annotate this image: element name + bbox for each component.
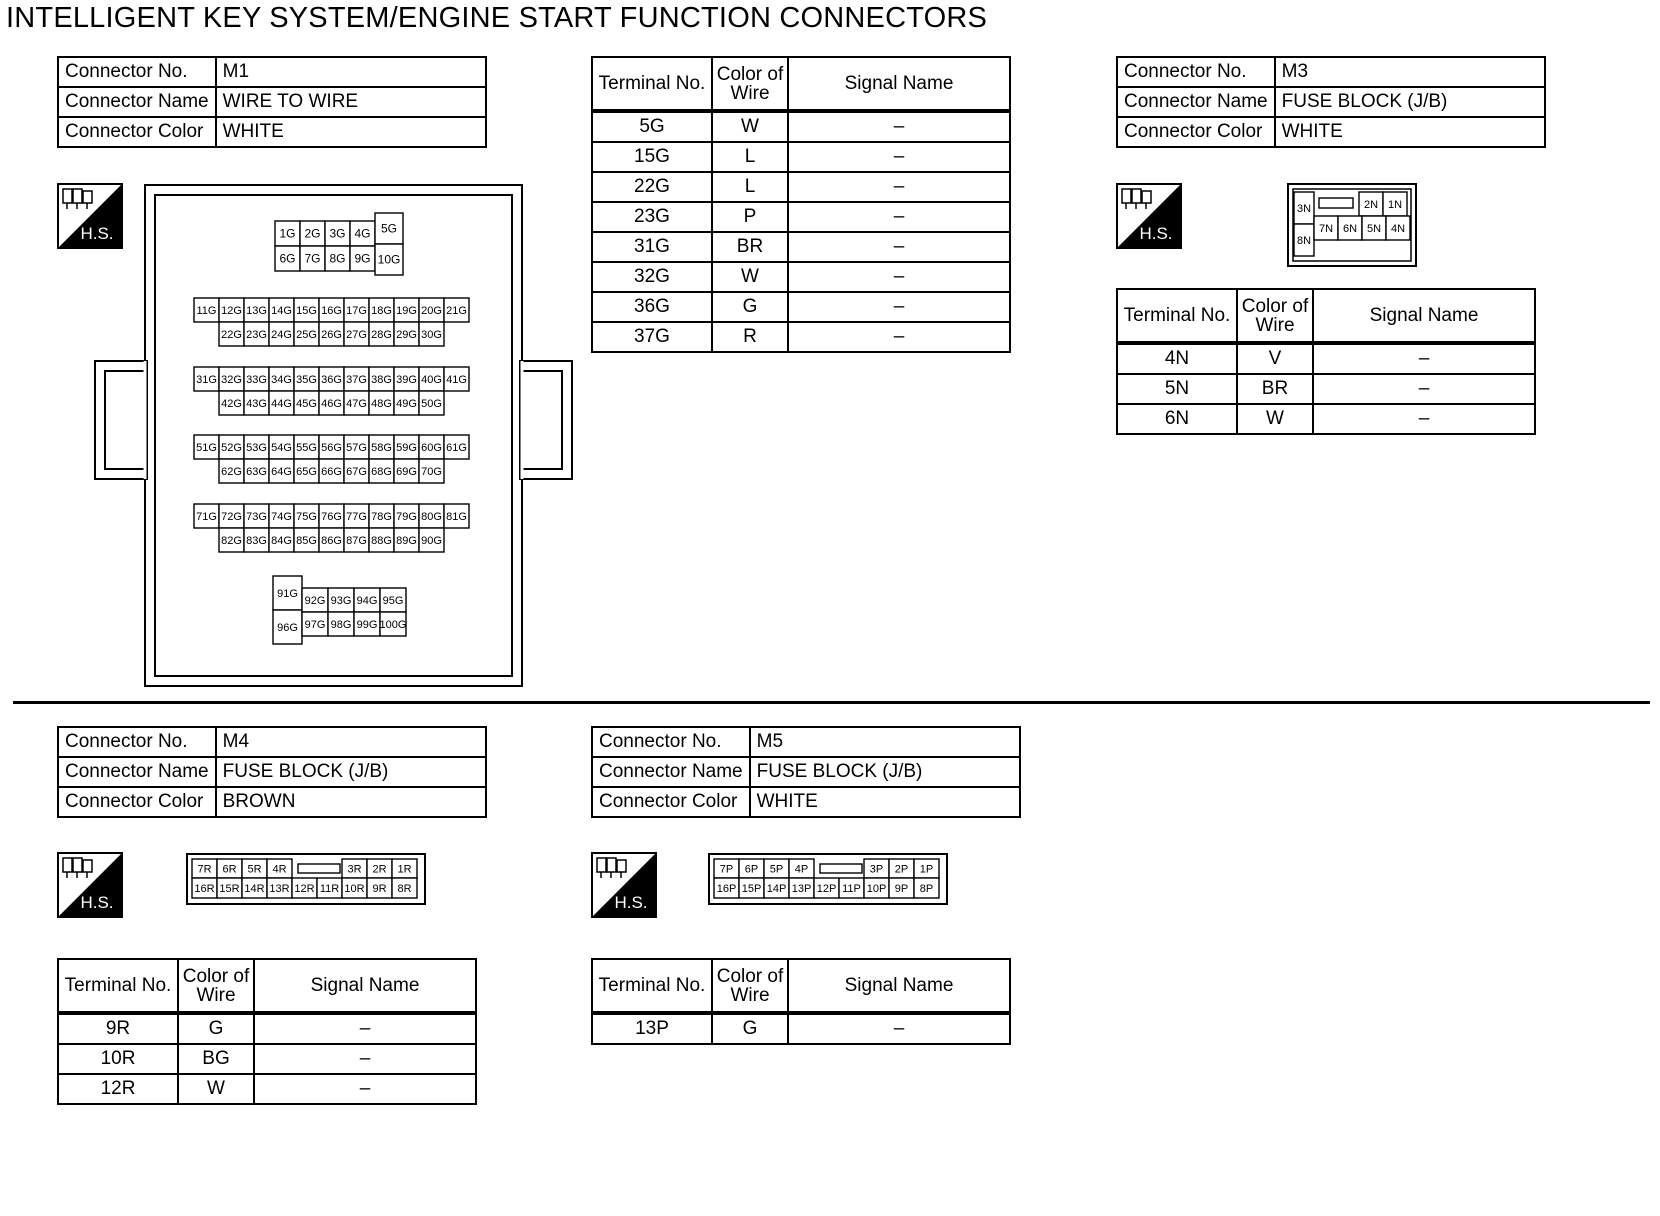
- color-of-label: Color of: [182, 965, 250, 987]
- connector-no-value: M4: [216, 727, 486, 757]
- terminal-no-cell: 9R: [58, 1013, 178, 1044]
- signal-name-cell: –: [1313, 374, 1535, 404]
- pin-label: 15P: [741, 883, 762, 895]
- harness-side-icon: [591, 852, 657, 918]
- pin-label: 95G: [382, 595, 404, 607]
- signal-name-cell: –: [254, 1074, 476, 1104]
- pin-label: 29G: [396, 329, 417, 341]
- connector-color-label: Connector Color: [58, 117, 216, 147]
- connector-key-slot: [820, 864, 862, 873]
- pin-label: 91G: [277, 588, 298, 600]
- pin-label: 5N: [1366, 223, 1382, 235]
- pin-label: 98G: [330, 619, 352, 631]
- connector-name-label: Connector Name: [58, 757, 216, 787]
- wire-color-cell: BR: [1237, 374, 1313, 404]
- pin-label: 38G: [371, 374, 392, 386]
- pin-label: 31G: [196, 374, 217, 386]
- pin-label: 8G: [329, 251, 346, 266]
- signal-name-header: Signal Name: [1313, 289, 1535, 343]
- pin-label: 87G: [346, 535, 367, 547]
- pin-label: 41G: [446, 374, 467, 386]
- terminal-row: [58, 1013, 476, 1044]
- hs-label: H.S.: [1139, 224, 1173, 243]
- pin-label: 19G: [396, 305, 417, 317]
- signal-name-cell: –: [254, 1013, 476, 1044]
- pin-label: 10P: [866, 883, 887, 895]
- pin-label: 44G: [271, 398, 292, 410]
- pin-label: 13P: [791, 883, 812, 895]
- terminal-row: [592, 111, 1010, 142]
- terminal-row: [592, 322, 1010, 352]
- terminal-row: [592, 142, 1010, 172]
- pin-label: 15R: [219, 883, 240, 895]
- pin-label: 11P: [842, 883, 861, 895]
- terminal-row: [592, 1013, 1010, 1044]
- pin-label: 92G: [304, 595, 326, 607]
- terminal-row: [1117, 404, 1535, 434]
- signal-name-header: Signal Name: [788, 57, 1010, 111]
- pin-label: 82G: [221, 535, 242, 547]
- wire-color-cell: G: [712, 1013, 788, 1044]
- pin-label: 10G: [377, 252, 401, 267]
- pin-label: 1G: [279, 226, 296, 241]
- signal-name-header: Signal Name: [254, 959, 476, 1013]
- pin-label: 30G: [421, 329, 442, 341]
- pin-label: 2P: [894, 863, 909, 876]
- connector-no-value: M3: [1275, 57, 1545, 87]
- page-title: INTELLIGENT KEY SYSTEM/ENGINE START FUNCTION CONNECTORS: [6, 2, 988, 34]
- pin-label: 40G: [421, 374, 442, 386]
- pin-label: 56G: [321, 442, 342, 454]
- color-of-label: Color of: [1241, 295, 1309, 317]
- pin-label: 49G: [396, 398, 417, 410]
- wire-label: Wire: [196, 984, 236, 1006]
- pin-label: 1R: [397, 863, 412, 876]
- pin-label: 43G: [246, 398, 267, 410]
- pin-label: 69G: [396, 466, 417, 478]
- connector-color-value: BROWN: [216, 787, 486, 817]
- wire-color-cell: P: [712, 202, 788, 232]
- connector-no-value: M5: [750, 727, 1020, 757]
- pin-label: 80G: [421, 511, 442, 523]
- pin-label: 7P: [719, 863, 734, 876]
- terminal-no-cell: 12R: [58, 1074, 178, 1104]
- wire-color-cell: W: [712, 111, 788, 142]
- pin-label: 76G: [321, 511, 342, 523]
- pin-label: 6G: [279, 251, 296, 266]
- pin-label: 51G: [196, 442, 217, 454]
- pin-label: 58G: [371, 442, 392, 454]
- pin-label: 3P: [869, 863, 884, 876]
- terminal-row: [592, 232, 1010, 262]
- pin-label: 18G: [371, 305, 392, 317]
- pin-label: 57G: [346, 442, 367, 454]
- signal-name-cell: –: [788, 1013, 1010, 1044]
- connector-m5-info-table: [591, 726, 1021, 818]
- connector-color-label: Connector Color: [1117, 117, 1275, 147]
- signal-name-cell: –: [788, 262, 1010, 292]
- pin-label: 13R: [269, 883, 290, 895]
- wire-color-cell: BG: [178, 1044, 254, 1074]
- terminal-no-cell: 37G: [592, 322, 712, 352]
- pin-label: 23G: [246, 329, 267, 341]
- pin-label: 4G: [354, 226, 371, 241]
- pin-label: 16R: [194, 883, 215, 895]
- connector-no-label: Connector No.: [1117, 57, 1275, 87]
- pin-label: 74G: [271, 511, 292, 523]
- pin-label: 3R: [347, 863, 362, 876]
- pin-label: 7G: [304, 251, 321, 266]
- pin-label: 17G: [346, 305, 367, 317]
- pin-label: 45G: [296, 398, 317, 410]
- connector-m1-info-table: [57, 56, 487, 148]
- pin-label: 60G: [421, 442, 442, 454]
- wire-color-cell: W: [712, 262, 788, 292]
- connector-color-label: Connector Color: [592, 787, 750, 817]
- pin-label: 2G: [304, 226, 321, 241]
- signal-name-cell: –: [788, 202, 1010, 232]
- connector-no-value: M1: [216, 57, 486, 87]
- pin-label: 11G: [196, 305, 217, 317]
- pin-label: 100G: [379, 619, 407, 631]
- pin-label: 83G: [246, 535, 267, 547]
- signal-name-cell: –: [788, 172, 1010, 202]
- pin-label: 63G: [246, 466, 267, 478]
- pin-label: 22G: [221, 329, 242, 341]
- pin-label: 88G: [371, 535, 392, 547]
- connector-name-label: Connector Name: [592, 757, 750, 787]
- pin-label: 39G: [396, 374, 417, 386]
- connector-color-value: WHITE: [1275, 117, 1545, 147]
- pin-label: 59G: [396, 442, 417, 454]
- pin-label: 46G: [321, 398, 342, 410]
- wire-color-cell: G: [178, 1013, 254, 1044]
- connector-m3-info-table: [1116, 56, 1546, 148]
- pin-label: 37G: [346, 374, 367, 386]
- pin-label: 14R: [244, 883, 265, 895]
- terminal-no-cell: 5N: [1117, 374, 1237, 404]
- wire-color-cell: W: [1237, 404, 1313, 434]
- terminal-row: [592, 262, 1010, 292]
- pin-label: 27G: [346, 329, 367, 341]
- pin-label: 65G: [296, 466, 317, 478]
- pin-label: 3N: [1296, 203, 1312, 215]
- pin-label: 6R: [222, 863, 237, 876]
- pin-label: 26G: [321, 329, 342, 341]
- pin-label: 12P: [816, 883, 837, 895]
- pin-label: 71G: [196, 511, 217, 523]
- pin-label: 25G: [296, 329, 317, 341]
- pin-label: 35G: [296, 374, 317, 386]
- pin-label: 7R: [197, 863, 212, 876]
- terminal-no-cell: 36G: [592, 292, 712, 322]
- pin-label: 33G: [246, 374, 267, 386]
- pin-label: 5P: [769, 863, 784, 876]
- connector-name-value: FUSE BLOCK (J/B): [216, 757, 486, 787]
- color-of-label: Color of: [716, 63, 784, 85]
- pin-label: 64G: [271, 466, 292, 478]
- pin-label: 79G: [396, 511, 417, 523]
- connector-name-value: WIRE TO WIRE: [216, 87, 486, 117]
- pin-label: 96G: [277, 622, 298, 634]
- connector-m4-terminal-table: [57, 958, 477, 1105]
- pin-label: 84G: [271, 535, 292, 547]
- pin-label: 13G: [246, 305, 267, 317]
- connector-m1-terminal-table: [591, 56, 1011, 353]
- pin-label: 9R: [372, 883, 387, 895]
- wire-color-cell: L: [712, 172, 788, 202]
- pin-label: 77G: [346, 511, 367, 523]
- terminal-row: [1117, 343, 1535, 374]
- harness-side-icon: [1116, 183, 1182, 249]
- terminal-no-cell: 6N: [1117, 404, 1237, 434]
- hs-label: H.S.: [614, 893, 648, 912]
- pin-label: 15G: [296, 305, 317, 317]
- connector-key-slot: [1319, 198, 1353, 208]
- pin-label: 3G: [329, 226, 346, 241]
- signal-name-cell: –: [254, 1044, 476, 1074]
- hs-label: H.S.: [80, 893, 114, 912]
- terminal-no-cell: 23G: [592, 202, 712, 232]
- connector-m1-face-view: [94, 183, 574, 688]
- connector-color-label: Connector Color: [58, 787, 216, 817]
- pin-label: 89G: [396, 535, 417, 547]
- wire-color-cell: BR: [712, 232, 788, 262]
- terminal-no-header: Terminal No.: [58, 959, 178, 1013]
- pin-label: 8R: [397, 883, 412, 895]
- wire-color-cell: W: [178, 1074, 254, 1104]
- connector-color-value: WHITE: [750, 787, 1020, 817]
- pin-label: 62G: [221, 466, 242, 478]
- pin-label: 53G: [246, 442, 267, 454]
- pin-label: 14P: [766, 883, 787, 895]
- terminal-no-cell: 31G: [592, 232, 712, 262]
- pin-label: 4N: [1390, 223, 1406, 235]
- terminal-row: [1117, 374, 1535, 404]
- hs-label: H.S.: [80, 224, 114, 243]
- pin-label: 42G: [221, 398, 242, 410]
- pin-label: 55G: [296, 442, 317, 454]
- pin-label: 16G: [321, 305, 342, 317]
- pin-label: 52G: [221, 442, 242, 454]
- pin-label: 24G: [271, 329, 292, 341]
- pin-label: 1P: [919, 863, 934, 876]
- terminal-row: [592, 292, 1010, 322]
- pin-label: 48G: [371, 398, 392, 410]
- signal-name-cell: –: [788, 232, 1010, 262]
- pin-label: 6P: [744, 863, 759, 876]
- color-of-wire-header: [712, 57, 788, 111]
- pin-label: 21G: [446, 305, 467, 317]
- pin-label: 5G: [380, 221, 398, 236]
- harness-side-icon: [57, 852, 123, 918]
- pin-label: 14G: [271, 305, 292, 317]
- pin-label: 6N: [1342, 223, 1358, 235]
- connector-m5-face-view: [708, 853, 948, 905]
- connector-m4-face-view: [186, 853, 426, 905]
- pin-label: 97G: [304, 619, 326, 631]
- terminal-row: [58, 1074, 476, 1104]
- pin-label: 32G: [221, 374, 242, 386]
- pin-label: 7N: [1318, 223, 1334, 235]
- connector-name-value: FUSE BLOCK (J/B): [1275, 87, 1545, 117]
- connector-name-label: Connector Name: [58, 87, 216, 117]
- pin-label: 75G: [296, 511, 317, 523]
- connector-key-slot: [298, 864, 340, 873]
- pin-label: 5R: [247, 863, 262, 876]
- pin-label: 99G: [356, 619, 378, 631]
- pin-label: 10R: [344, 883, 365, 895]
- connector-m3-terminal-table: [1116, 288, 1536, 435]
- terminal-no-cell: 10R: [58, 1044, 178, 1074]
- pin-label: 8P: [919, 883, 934, 895]
- pin-label: 34G: [271, 374, 292, 386]
- terminal-row: [592, 202, 1010, 232]
- pin-label: 61G: [446, 442, 467, 454]
- terminal-no-cell: 13P: [592, 1013, 712, 1044]
- pin-label: 73G: [246, 511, 267, 523]
- pin-label: 94G: [356, 595, 378, 607]
- terminal-row: [58, 1044, 476, 1074]
- pin-label: 72G: [221, 511, 242, 523]
- terminal-no-cell: 32G: [592, 262, 712, 292]
- pin-label: 8N: [1296, 235, 1312, 247]
- signal-name-header: Signal Name: [788, 959, 1010, 1013]
- connector-m3-face-view: [1287, 183, 1417, 267]
- terminal-no-cell: 22G: [592, 172, 712, 202]
- pin-label: 12R: [294, 883, 315, 895]
- signal-name-cell: –: [788, 322, 1010, 352]
- pin-label: 68G: [371, 466, 392, 478]
- pin-label: 81G: [446, 511, 467, 523]
- color-of-wire-header: [712, 959, 788, 1013]
- wire-color-cell: G: [712, 292, 788, 322]
- pin-label: 12G: [221, 305, 242, 317]
- pin-label: 93G: [330, 595, 352, 607]
- pin-label: 11R: [319, 883, 340, 895]
- terminal-no-cell: 15G: [592, 142, 712, 172]
- pin-label: 85G: [296, 535, 317, 547]
- color-of-wire-header: [1237, 289, 1313, 343]
- terminal-row: [592, 172, 1010, 202]
- signal-name-cell: –: [1313, 404, 1535, 434]
- connector-m4-info-table: [57, 726, 487, 818]
- pin-label: 90G: [421, 535, 442, 547]
- connector-m5-terminal-table: [591, 958, 1011, 1045]
- terminal-no-header: Terminal No.: [592, 57, 712, 111]
- wire-label: Wire: [730, 984, 770, 1006]
- signal-name-cell: –: [788, 142, 1010, 172]
- terminal-no-header: Terminal No.: [592, 959, 712, 1013]
- wire-color-cell: V: [1237, 343, 1313, 374]
- connector-color-value: WHITE: [216, 117, 486, 147]
- connector-no-label: Connector No.: [58, 57, 216, 87]
- connector-name-label: Connector Name: [1117, 87, 1275, 117]
- pin-label: 9G: [354, 251, 371, 266]
- pin-label: 66G: [321, 466, 342, 478]
- pin-label: 50G: [421, 398, 442, 410]
- terminal-no-cell: 5G: [592, 111, 712, 142]
- signal-name-cell: –: [1313, 343, 1535, 374]
- pin-label: 54G: [271, 442, 292, 454]
- pin-label: 1N: [1387, 199, 1403, 211]
- pin-label: 20G: [421, 305, 442, 317]
- pin-label: 4R: [272, 863, 287, 876]
- wire-label: Wire: [1255, 314, 1295, 336]
- signal-name-cell: –: [788, 111, 1010, 142]
- pin-label: 9P: [894, 883, 909, 895]
- pin-label: 36G: [321, 374, 342, 386]
- pin-label: 70G: [421, 466, 442, 478]
- signal-name-cell: –: [788, 292, 1010, 322]
- color-of-wire-header: [178, 959, 254, 1013]
- pin-label: 67G: [346, 466, 367, 478]
- terminal-no-cell: 4N: [1117, 343, 1237, 374]
- pin-label: 86G: [321, 535, 342, 547]
- connector-no-label: Connector No.: [58, 727, 216, 757]
- connector-name-value: FUSE BLOCK (J/B): [750, 757, 1020, 787]
- pin-label: 28G: [371, 329, 392, 341]
- pin-label: 2N: [1363, 199, 1379, 211]
- color-of-label: Color of: [716, 965, 784, 987]
- section-divider: [13, 701, 1650, 704]
- pin-label: 47G: [346, 398, 367, 410]
- pin-label: 78G: [371, 511, 392, 523]
- pin-label: 4P: [794, 863, 809, 876]
- wire-color-cell: L: [712, 142, 788, 172]
- pin-label: 2R: [372, 863, 387, 876]
- wire-label: Wire: [730, 82, 770, 104]
- connector-no-label: Connector No.: [592, 727, 750, 757]
- terminal-no-header: Terminal No.: [1117, 289, 1237, 343]
- wire-color-cell: R: [712, 322, 788, 352]
- pin-label: 16P: [716, 883, 737, 895]
